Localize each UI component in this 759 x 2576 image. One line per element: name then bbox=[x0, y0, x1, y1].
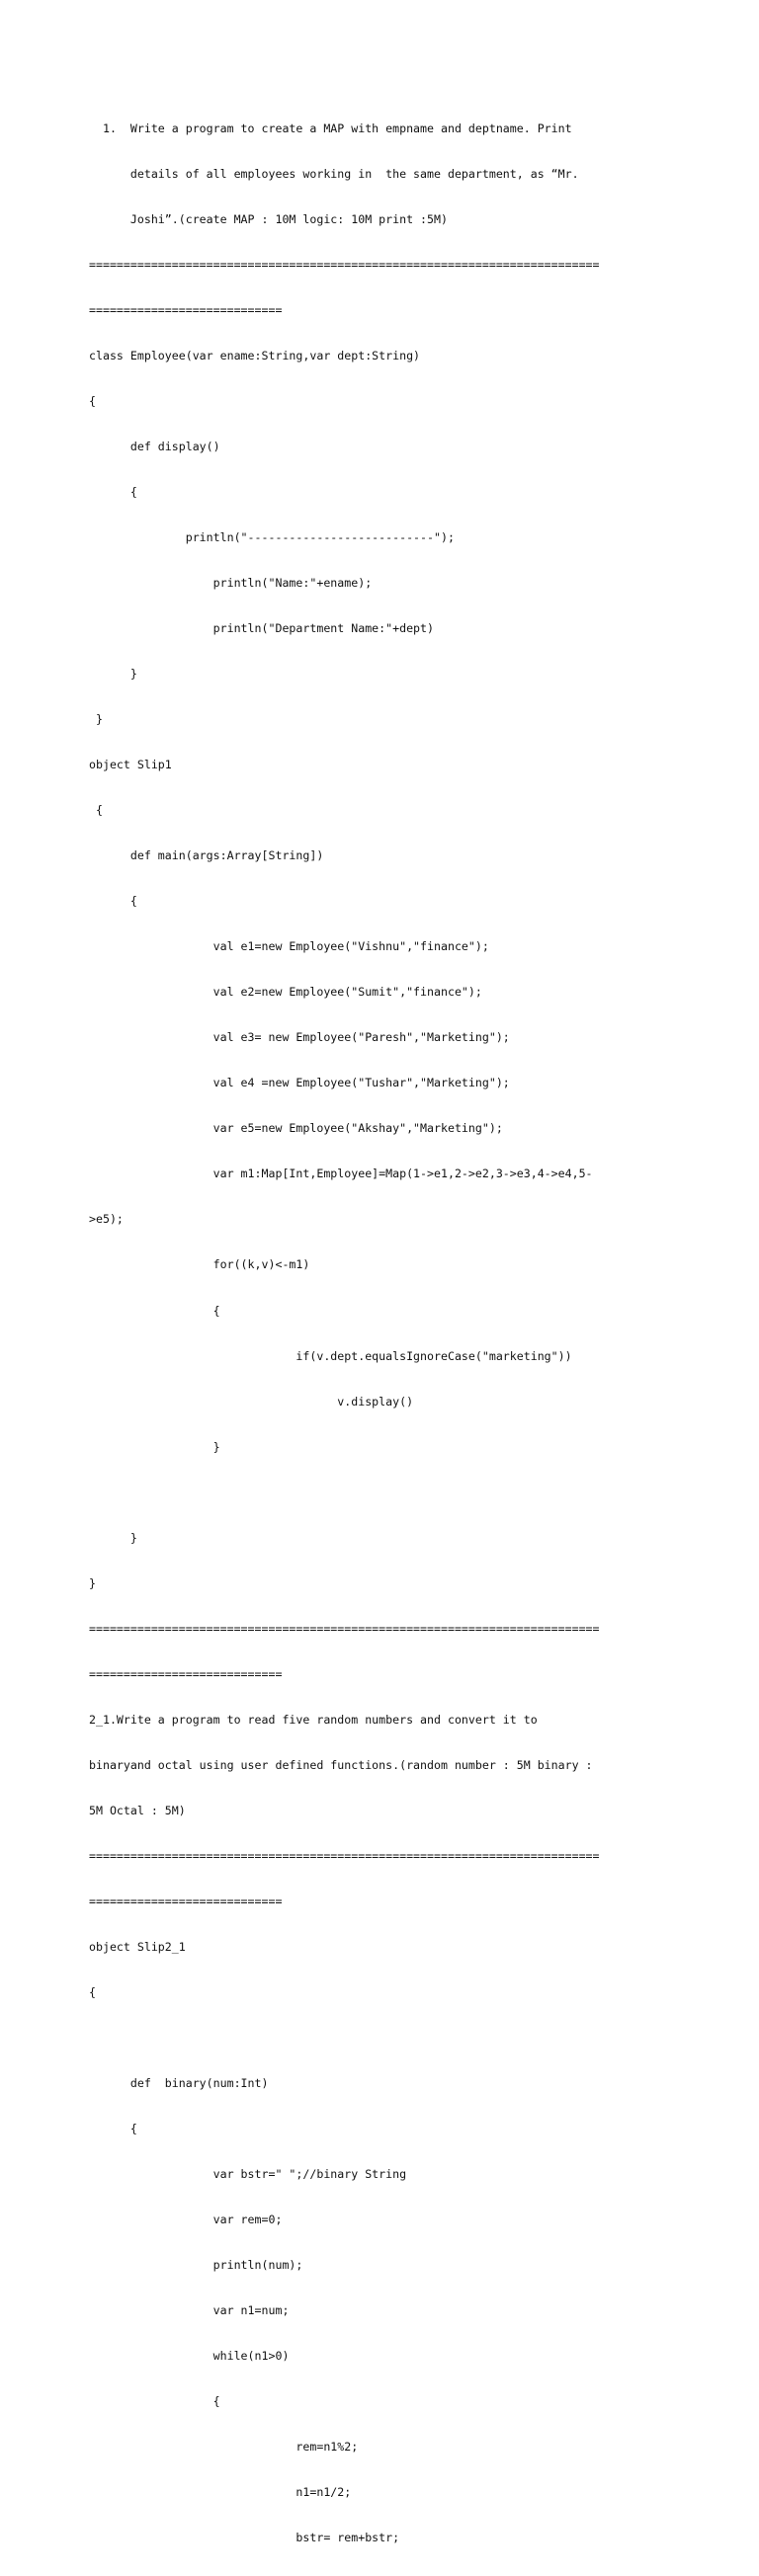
code-line: val e2=new Employee("Sumit","finance"); bbox=[89, 985, 482, 1000]
code-line: val e4 =new Employee("Tushar","Marketing"); bbox=[89, 1076, 510, 1090]
code-line: if(v.dept.equalsIgnoreCase("marketing")) bbox=[89, 1348, 572, 1363]
code-line: } bbox=[89, 1575, 96, 1590]
code-line: { bbox=[89, 484, 137, 499]
code-line: } bbox=[89, 1530, 137, 1545]
code-line: def binary(num:Int) bbox=[89, 2076, 269, 2091]
code-line: object Slip2_1 bbox=[89, 1939, 186, 1954]
code-line: >e5); bbox=[89, 1212, 124, 1227]
code-line: { bbox=[89, 803, 103, 818]
code-line: { bbox=[89, 894, 137, 909]
blank-line bbox=[89, 2031, 682, 2046]
code-line: for((k,v)<-m1) bbox=[89, 1257, 310, 1272]
code-line: object Slip1 bbox=[89, 758, 172, 772]
text-line: details of all employees working in the same department, as “Mr. bbox=[89, 166, 579, 181]
separator-line: ============================ bbox=[89, 1666, 283, 1681]
code-line: var n1=num; bbox=[89, 2303, 290, 2318]
text-line: 2_1.Write a program to read five random numbers and convert it to bbox=[89, 1712, 538, 1727]
code-line: { bbox=[89, 1303, 220, 1318]
text-line: 1. Write a program to create a MAP with empname and deptname. Print bbox=[89, 121, 572, 135]
separator-line: ============================ bbox=[89, 1893, 283, 1908]
separator-line: ========================================================================== bbox=[89, 1621, 600, 1636]
code-line: val e1=new Employee("Vishnu","finance"); bbox=[89, 939, 489, 954]
document-text bbox=[89, 91, 682, 2576]
code-line: class Employee(var ename:String,var dept:String) bbox=[89, 348, 421, 362]
code-line: } bbox=[89, 712, 103, 727]
code-line: def display() bbox=[89, 439, 220, 453]
code-line: val e3= new Employee("Paresh","Marketing"); bbox=[89, 1030, 510, 1045]
code-line: while(n1>0) bbox=[89, 2349, 290, 2364]
code-line: def main(args:Array[String]) bbox=[89, 848, 324, 863]
code-line: var m1:Map[Int,Employee]=Map(1->e1,2->e2,3->e3,4->e4,5- bbox=[89, 1167, 593, 1181]
separator-line: ========================================================================== bbox=[89, 257, 600, 272]
code-line: rem=n1%2; bbox=[89, 2440, 359, 2455]
code-line: v.display() bbox=[89, 1394, 414, 1409]
code-line: { bbox=[89, 393, 96, 408]
separator-line: ============================ bbox=[89, 302, 283, 317]
code-line: n1=n1/2; bbox=[89, 2485, 352, 2500]
code-line: var rem=0; bbox=[89, 2213, 283, 2227]
code-line: bstr= rem+bstr; bbox=[89, 2531, 400, 2545]
code-line: { bbox=[89, 1984, 96, 1999]
code-line: } bbox=[89, 1439, 220, 1454]
text-line: binaryand octal using user defined functions.(random number : 5M binary : bbox=[89, 1757, 593, 1772]
code-line: println("---------------------------"); bbox=[89, 529, 455, 544]
code-line: var e5=new Employee("Akshay","Marketing"); bbox=[89, 1121, 503, 1136]
code-line: println("Name:"+ename); bbox=[89, 576, 373, 590]
text-line: 5M Octal : 5M) bbox=[89, 1803, 186, 1817]
code-line: var bstr=" ";//binary String bbox=[89, 2167, 407, 2182]
code-line: { bbox=[89, 2394, 220, 2409]
separator-line: ========================================================================== bbox=[89, 1848, 600, 1863]
code-line: } bbox=[89, 667, 137, 682]
blank-line bbox=[89, 1486, 682, 1500]
text-line: Joshi”.(create MAP : 10M logic: 10M print :5M) bbox=[89, 211, 448, 226]
code-line: println("Department Name:"+dept) bbox=[89, 621, 435, 636]
code-line: { bbox=[89, 2122, 137, 2136]
code-line: println(num); bbox=[89, 2258, 303, 2273]
